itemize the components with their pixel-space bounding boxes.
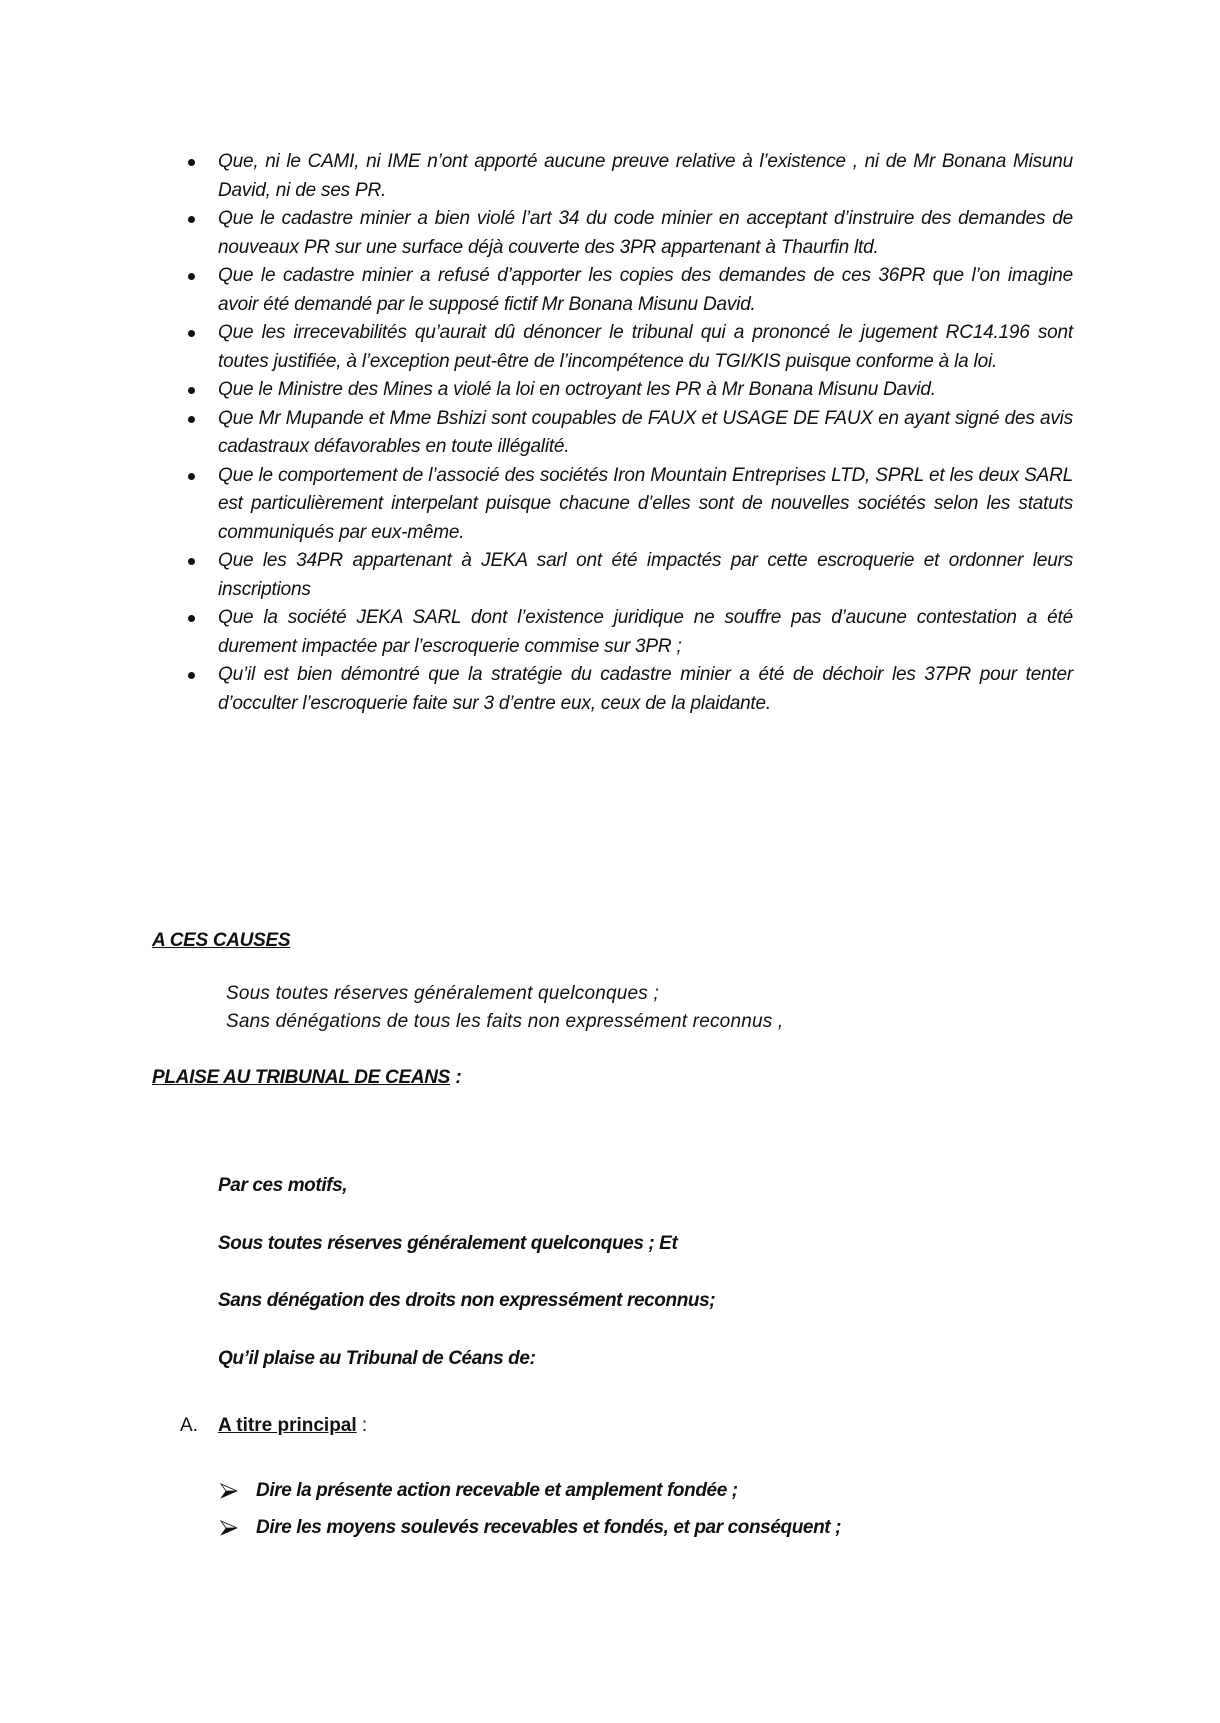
claim-item — [256, 1480, 738, 1502]
plaise-heading-suffix: : — [450, 1067, 462, 1088]
bullet-icon — [188, 558, 195, 565]
list-item-text: Que le cadastre minier a bien violé l’art 34 du code minier en acceptant d’instruire des demandes de nouveaux PR sur une surface déjà couverte des 3PR appartenant à Thaurfin ltd. — [218, 208, 1073, 258]
motifs-line: Sans dénégation des droits non expressément reconnus; — [218, 1290, 716, 1311]
section-a-marker: A. — [180, 1415, 198, 1436]
bullet-icon — [188, 416, 195, 423]
claim-item-text: Dire la présente action recevable et amplement fondée ; — [256, 1480, 738, 1501]
bullet-icon — [188, 273, 195, 280]
list-item — [218, 148, 1073, 205]
plaise-heading-text: PLAISE AU TRIBUNAL DE CEANS — [152, 1067, 451, 1088]
list-item — [218, 405, 1073, 462]
list-item — [218, 205, 1073, 262]
bullet-icon — [188, 159, 195, 166]
section-a-title: A titre principal — [218, 1415, 357, 1436]
list-item — [218, 462, 1073, 548]
list-item-text: Que Mr Mupande et Mme Bshizi sont coupables de FAUX et USAGE DE FAUX en ayant signé des avis cadastraux défavorables en toute illégalité. — [218, 407, 1073, 457]
bullet-icon — [188, 216, 195, 223]
motifs-line: Qu’il plaise au Tribunal de Céans de: — [218, 1348, 536, 1369]
bullet-icon — [188, 672, 195, 679]
list-item — [218, 661, 1073, 718]
arrow-bullet-icon — [220, 1482, 238, 1500]
bullet-icon — [188, 330, 195, 337]
section-a-title-wrap — [218, 1415, 367, 1437]
section-a-heading — [180, 1415, 368, 1437]
bullet-icon — [188, 615, 195, 622]
list-item-text: Que le Ministre des Mines a violé la loi en octroyant les PR à Mr Bonana Misunu David. — [218, 379, 936, 400]
list-item — [218, 262, 1073, 319]
list-item — [218, 319, 1073, 376]
plaise-heading — [152, 1067, 462, 1089]
arrow-bullet-icon — [220, 1519, 238, 1537]
list-item-text: Que, ni le CAMI, ni IME n’ont apporté aucune preuve relative à l’existence , ni de Mr Bonana Misunu David, ni de ses PR. — [218, 151, 1073, 201]
list-item-text: Que le comportement de l’associé des sociétés Iron Mountain Entreprises LTD, SPRL et les deux SARL est particulièrement interpelant puisque chacune d’elles sont de nouvelles sociétés selon les statuts communiqués par eux-même. — [218, 464, 1073, 543]
list-item — [218, 376, 1073, 405]
bullet-icon — [188, 473, 195, 480]
list-item — [218, 604, 1073, 661]
grievance-list — [218, 148, 1073, 718]
motifs-line: Sous toutes réserves généralement quelconques ; Et — [218, 1233, 678, 1254]
claim-item — [256, 1517, 841, 1539]
list-item-text: Que le cadastre minier a refusé d’apporter les copies des demandes de ces 36PR que l’on imagine avoir été demandé par le supposé fictif Mr Bonana Misunu David. — [218, 265, 1073, 315]
list-item-text: Que les irrecevabilités qu’aurait dû dénoncer le tribunal qui a prononcé le jugement RC14.196 sont toutes justifiée, à l’exception peut-être de l’incompétence du TGI/KIS puisque conforme à la loi. — [218, 322, 1073, 372]
reserve-line: Sous toutes réserves généralement quelconques ; — [226, 983, 659, 1004]
list-item-text: Que les 34PR appartenant à JEKA sarl ont été impactés par cette escroquerie et ordonner leurs inscriptions — [218, 550, 1073, 600]
list-item — [218, 547, 1073, 604]
bullet-icon — [188, 387, 195, 394]
claim-item-text: Dire les moyens soulevés recevables et fondés, et par conséquent ; — [256, 1517, 842, 1538]
motifs-line: Par ces motifs, — [218, 1175, 348, 1196]
a-ces-causes-heading: A CES CAUSES — [152, 930, 291, 951]
list-item-text: Que la société JEKA SARL dont l’existence juridique ne souffre pas d’aucune contestation a été durement impactée par l’escroquerie commise sur 3PR ; — [218, 607, 1073, 657]
denegation-line: Sans dénégations de tous les faits non expressément reconnus , — [226, 1011, 784, 1032]
list-item-text: Qu’il est bien démontré que la stratégie du cadastre minier a été de déchoir les 37PR pour tenter d’occulter l’escroquerie faite sur 3 d’entre eux, ceux de la plaidante. — [218, 664, 1073, 714]
section-a-suffix: : — [356, 1415, 368, 1436]
